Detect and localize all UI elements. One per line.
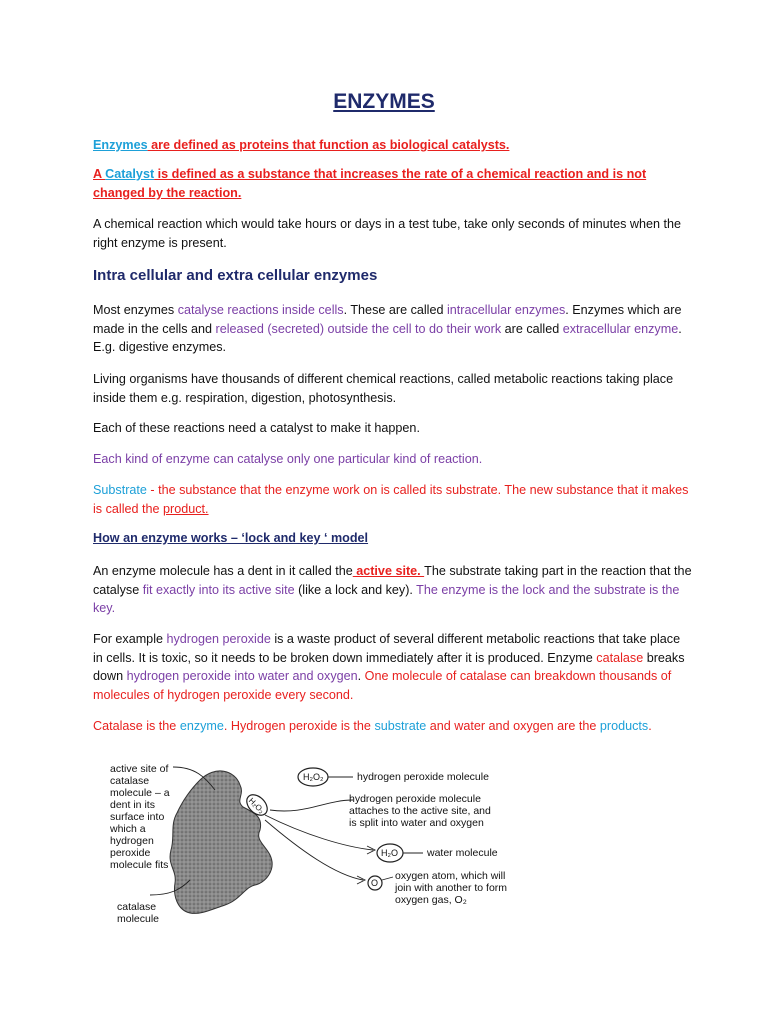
- highlight: extracellular enzyme: [562, 321, 679, 336]
- text: . E.g. digestive enzymes.: [93, 321, 682, 355]
- term-product: product.: [163, 501, 209, 516]
- label-catalase-molecule: catalase molecule: [117, 901, 160, 925]
- text: Most enzymes: [93, 303, 178, 317]
- label-oxygen-atom: oxygen atom, which will join with another to form oxygen gas, O₂: [395, 870, 508, 906]
- arrow-to-oxygen: [265, 820, 363, 880]
- paragraph-specific: Each kind of enzyme can catalyse only one particular kind of reaction.: [93, 452, 483, 466]
- text: - the substance that the enzyme work on is called its substrate. The new substance that it makes is called the: [93, 483, 689, 516]
- catalase-molecule-shape: [170, 771, 272, 914]
- highlight: hydrogen peroxide into water and oxygen: [126, 669, 358, 684]
- text: is a waste product of several different metabolic reactions that take place in cells. It is toxic, so it needs to be broken down immediately after it is produced. Enzyme: [93, 632, 681, 665]
- paragraph-metabolic: Living organisms have thousands of different chemical reactions, called metabolic reactions taking place inside them e.g. respiration, digestion, photosynthesis.: [93, 372, 674, 405]
- label-water-molecule: water molecule: [427, 847, 498, 859]
- text: An enzyme molecule has a dent in it called the: [93, 564, 353, 578]
- term-active-site: active site.: [352, 564, 425, 578]
- heading-intra-extra: Intra cellular and extra cellular enzymes: [93, 267, 378, 284]
- symbol-o: O: [371, 878, 379, 888]
- highlight: catalyse reactions inside cells: [177, 303, 344, 317]
- text: and water and oxygen are the: [426, 719, 600, 733]
- term-enzyme: enzyme: [179, 719, 224, 733]
- term-enzymes: Enzymes: [93, 138, 148, 152]
- highlight: hydrogen peroxide: [166, 632, 271, 646]
- symbol-h2o2: H₂O₂: [303, 772, 324, 782]
- highlight: intracellular enzymes: [446, 303, 566, 317]
- symbol-h2o: H₂O: [381, 848, 398, 858]
- heading-lock-key: How an enzyme works – ‘lock and key ‘ model: [93, 531, 369, 545]
- leader-line-oxygen: [382, 877, 393, 880]
- text: are called: [501, 321, 563, 336]
- definition-enzyme-text: are defined as proteins that function as biological catalysts.: [147, 138, 510, 152]
- text: . Enzymes which are made in the cells and: [93, 303, 682, 336]
- paragraph-catalyst-need: Each of these reactions need a catalyst to make it happen.: [93, 421, 420, 435]
- highlight: The enzyme is the lock and the substrate is the key.: [93, 582, 680, 616]
- paragraph-intra-extra: [93, 301, 693, 357]
- label-active-site: active site of catalase molecule – a dent in its surface into which a hydrogen peroxide molecule fits: [110, 763, 170, 871]
- definition-enzyme: [93, 136, 693, 155]
- highlight: released (secreted) outside the cell to do their work: [215, 321, 502, 336]
- paragraph-active-site: [93, 562, 693, 618]
- term-catalase: catalase: [596, 650, 644, 665]
- term-products: products: [599, 719, 649, 733]
- text: (like a lock and key).: [294, 582, 417, 597]
- definition-catalyst: [93, 165, 693, 202]
- symbol-h2o2-active: H₂O₂: [246, 796, 267, 816]
- text: For example: [93, 632, 167, 646]
- term-substrate: substrate: [374, 719, 427, 733]
- paragraph-speed: A chemical reaction which would take hours or days in a test tube, take only seconds of minutes when the right enzyme is present.: [93, 217, 682, 250]
- highlight-red: One molecule of catalase can breakdown thousands of molecules of hydrogen peroxide every second.: [93, 669, 672, 702]
- label-attaches: hydrogen peroxide molecule attaches to the active site, and is split into water and oxygen: [349, 793, 491, 829]
- paragraph-roles: [93, 717, 693, 736]
- leader-line-attaches: [270, 800, 353, 811]
- text: Catalase is the: [93, 719, 180, 733]
- term-catalyst: Catalyst: [105, 167, 155, 181]
- definition-catalyst-article: A: [93, 167, 106, 181]
- text: .: [648, 719, 652, 733]
- paragraph-substrate: [93, 481, 693, 518]
- highlight: fit exactly into its active site: [142, 582, 295, 597]
- catalase-diagram: [105, 755, 508, 930]
- text: . These are called: [343, 303, 447, 317]
- text: .: [357, 669, 365, 684]
- text: . Hydrogen peroxide is the: [223, 719, 375, 733]
- paragraph-example: [93, 630, 693, 704]
- definition-catalyst-text: is defined as a substance that increases the rate of a chemical reaction and is not changed by the reaction.: [93, 167, 647, 200]
- page-title: ENZYMES: [333, 90, 435, 113]
- text: breaks down: [93, 650, 685, 684]
- term-substrate: Substrate: [93, 483, 147, 497]
- text: The substrate taking part in the reaction that the catalyse: [93, 564, 692, 597]
- label-h2o2-molecule: hydrogen peroxide molecule: [357, 771, 489, 783]
